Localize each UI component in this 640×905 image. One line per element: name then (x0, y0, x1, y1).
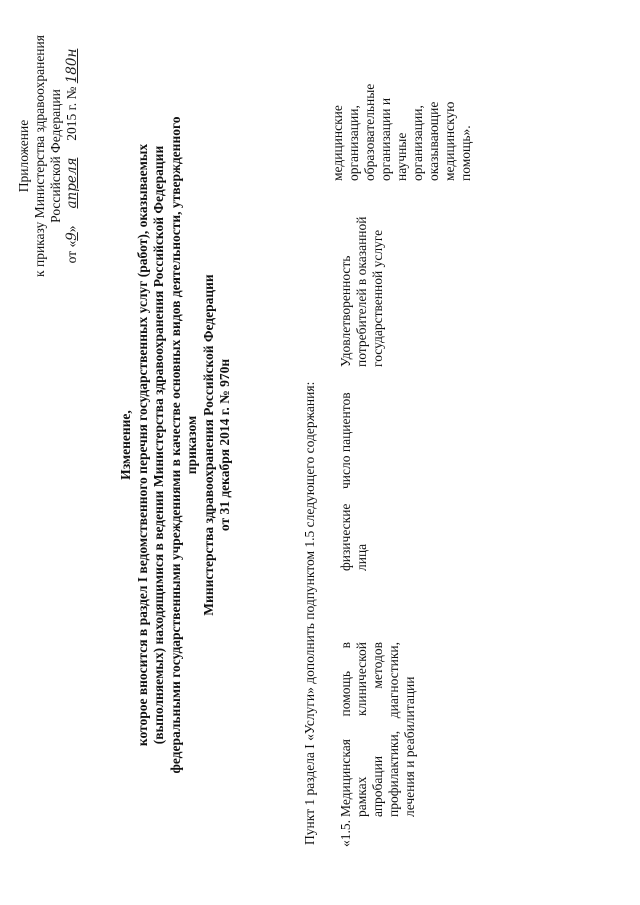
row-number: «1.5. (338, 820, 353, 847)
date-year: 2015 г. № (64, 86, 79, 141)
indicator-line: государственной услуге (370, 229, 385, 367)
order-number: 180н (64, 48, 80, 84)
title-line-5: приказом (184, 415, 199, 475)
title-line-3: (выполняемых) находящимися в ведении Министерства здравоохранения Российской Федерации (151, 145, 166, 745)
appendix-date-line (64, 6, 80, 306)
service-name-line (338, 642, 354, 817)
appendix-org: Российской Федерации (48, 89, 63, 223)
appendix-header (16, 6, 80, 306)
org-line: образовательные (362, 83, 377, 181)
org-line: организации, (346, 105, 361, 181)
service-name (338, 642, 418, 817)
word: помощь (338, 670, 353, 717)
intro-paragraph: Пункт 1 раздела I «Услуги» дополнить подпунктом 1.5 следующего содержания: (302, 381, 317, 845)
word: методов (370, 642, 385, 689)
title-line-6: Министерства здравоохранения Российской Федерации (200, 274, 216, 616)
date-mid: » (64, 225, 79, 233)
date-month: апреля (64, 157, 80, 209)
word: профилактики, (386, 730, 401, 817)
indicator-line: Удовлетворенность (338, 255, 353, 367)
word: в (338, 642, 353, 649)
service-name-line: лечения и реабилитации (402, 676, 417, 817)
provider-organizations (330, 31, 474, 181)
consumer-category (338, 491, 370, 571)
indicator-line: потребителей в оказанной (354, 216, 369, 367)
volume-unit (338, 359, 354, 489)
word: рамках (354, 776, 369, 817)
org-line: медицинские (330, 105, 345, 181)
org-line: организации, (410, 105, 425, 181)
quality-indicator (338, 217, 386, 367)
date-day: 9 (64, 232, 80, 241)
date-prefix: от « (64, 240, 79, 264)
document-title (118, 45, 234, 845)
word: диагностики, (386, 642, 401, 719)
title-line-2: которое вносится в раздел I ведомственного перечня государственных услуг (работ), оказываемых (134, 143, 150, 747)
org-line: научные (394, 132, 409, 181)
service-name-line (370, 642, 386, 817)
org-line: медицинскую (442, 101, 457, 181)
unit-line: число пациентов (338, 392, 353, 489)
word: апробации (370, 755, 385, 817)
service-name-line (386, 642, 402, 817)
org-line: организации и (378, 97, 393, 181)
word: клинической (354, 642, 369, 716)
word: Медицинская (338, 739, 353, 817)
appendix-label: Приложение (16, 119, 31, 193)
org-line: оказывающие (426, 101, 441, 181)
title-line-4: федеральными государственными учреждениями в качестве основных видов деятельности, утвержденного (167, 116, 183, 774)
consumer-line: физические (338, 503, 353, 571)
title-line-7: от 31 декабря 2014 г. № 970н (217, 358, 232, 532)
service-name-line (354, 642, 370, 817)
consumer-line: лица (354, 543, 369, 571)
appendix-order-ref: к приказу Министерства здравоохранения (32, 35, 47, 277)
org-line: помощь». (458, 125, 473, 181)
title-line-1: Изменение, (118, 410, 133, 480)
